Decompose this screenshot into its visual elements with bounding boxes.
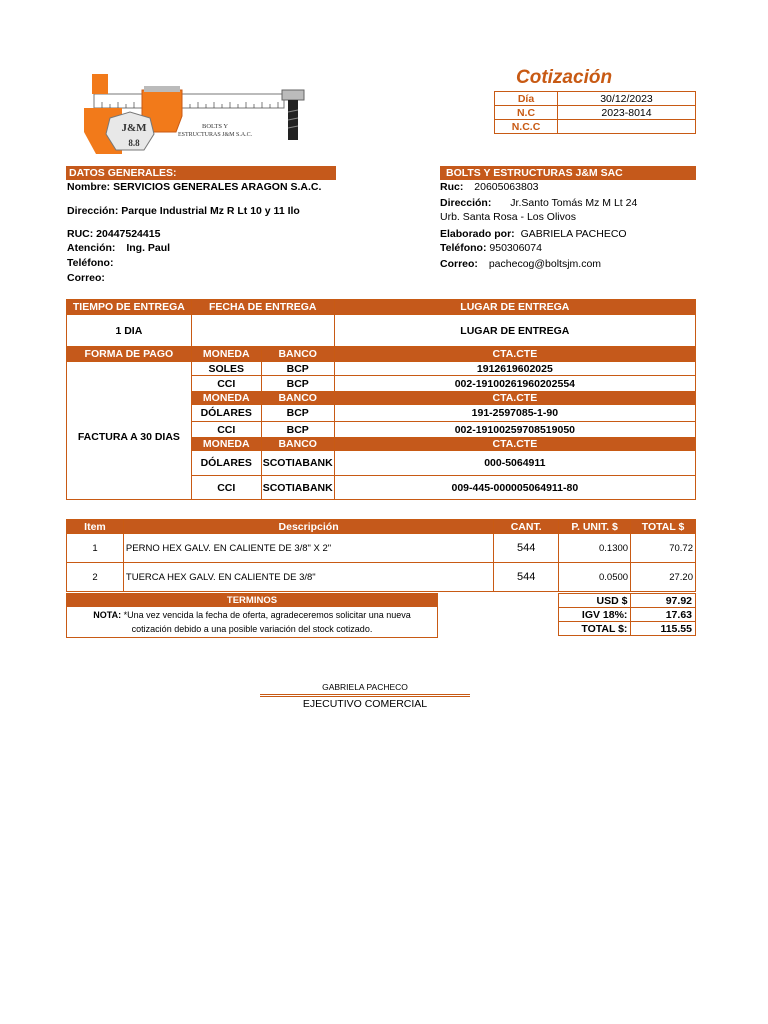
- tiempo-entrega-value: 1 DIA: [67, 315, 192, 347]
- company-telefono: [440, 242, 542, 254]
- client-atencion: [67, 242, 170, 254]
- cta-header: CTA.CTE: [334, 347, 695, 362]
- client-nombre-value: SERVICIOS GENERALES ARAGON S.A.C.: [113, 181, 322, 193]
- payment-banco: SCOTIABANK: [261, 476, 334, 500]
- payment-cta: 1912619602025: [334, 362, 695, 376]
- payment-banco: BCP: [261, 405, 334, 422]
- signature-role: EJECUTIVO COMERCIAL: [302, 698, 428, 710]
- company-direccion: [440, 197, 637, 209]
- company-section-header: BOLTS Y ESTRUCTURAS J&M SAC: [440, 166, 696, 180]
- desc-header: Descripción: [123, 520, 493, 534]
- logo-tagline-2: ESTRUCTURAS J&M S.A.C.: [178, 132, 253, 138]
- forma-pago-spacer: [67, 362, 192, 376]
- table-row: [67, 534, 696, 563]
- company-logo: [82, 72, 312, 154]
- payment-cta: 191-2597085-1-90: [334, 405, 695, 422]
- signature-line-2: [260, 696, 470, 697]
- client-direccion-label: Dirección:: [67, 205, 119, 217]
- payment-banco: BCP: [261, 376, 334, 392]
- banco-header: BANCO: [261, 347, 334, 362]
- company-correo-label: Correo:: [440, 258, 478, 270]
- total-header: TOTAL $: [631, 520, 696, 534]
- client-correo-label: Correo:: [67, 272, 105, 284]
- ncc-label: N.C.C: [495, 120, 558, 134]
- banco-header: BANCO: [261, 438, 334, 451]
- payment-banco: BCP: [261, 422, 334, 438]
- item-quantity: 544: [494, 563, 559, 592]
- fecha-entrega-header: FECHA DE ENTREGA: [191, 300, 334, 315]
- logo-tagline-1: BOLTS Y: [202, 123, 229, 130]
- client-ruc: [67, 228, 160, 240]
- document-title: Cotización: [516, 67, 613, 88]
- company-direccion-value: Jr.Santo Tomás Mz M Lt 24: [510, 197, 638, 209]
- nc-value: 2023-8014: [558, 106, 696, 120]
- unit-price-header: P. UNIT. $: [559, 520, 631, 534]
- client-telefono-label: Teléfono:: [67, 257, 114, 269]
- note-label: NOTA:: [93, 610, 122, 620]
- payment-cta: 009-445-000005064911-80: [334, 476, 695, 500]
- payment-moneda: DÓLARES: [191, 451, 261, 476]
- payment-banco: SCOTIABANK: [261, 451, 334, 476]
- item-description: TUERCA HEX GALV. EN CALIENTE DE 3/8": [123, 563, 493, 592]
- dia-value: 30/12/2023: [558, 92, 696, 106]
- lugar-entrega-value: LUGAR DE ENTREGA: [334, 315, 695, 347]
- forma-pago-header: FORMA DE PAGO: [67, 347, 192, 362]
- company-elaborado-value: GABRIELA PACHECO: [520, 228, 627, 240]
- client-nombre: [67, 181, 321, 193]
- totals-table: [558, 593, 696, 636]
- ncc-value: [558, 120, 696, 134]
- company-direccion-line2: Urb. Santa Rosa - Los Olivos: [440, 211, 576, 223]
- fecha-entrega-value: [191, 315, 334, 347]
- item-unit-price: 0.0500: [559, 563, 631, 592]
- payment-cta: 002-19100259708519050: [334, 422, 695, 438]
- client-ruc-label: RUC:: [67, 228, 94, 240]
- quote-meta-table: [494, 91, 696, 134]
- item-number: 2: [67, 563, 124, 592]
- item-number: 1: [67, 534, 124, 563]
- signature-line: [260, 694, 470, 695]
- company-correo-value: pachecog@boltsjm.com: [488, 258, 602, 270]
- usd-value: 97.92: [631, 594, 696, 608]
- client-nombre-label: Nombre:: [67, 181, 111, 193]
- client-direccion-value: Parque Industrial Mz R Lt 10 y 11 Ilo: [121, 205, 300, 217]
- payment-banco: BCP: [261, 362, 334, 376]
- nc-label: N.C: [495, 106, 558, 120]
- client-atencion-label: Atención:: [67, 242, 116, 254]
- item-quantity: 544: [494, 534, 559, 563]
- moneda-header: MONEDA: [191, 347, 261, 362]
- terms-note: [67, 607, 437, 637]
- cant-header: CANT.: [494, 520, 559, 534]
- payment-moneda: CCI: [191, 476, 261, 500]
- company-telefono-label: Teléfono:: [440, 242, 487, 254]
- terms-header: TERMINOS: [67, 594, 437, 607]
- igv-label: IGV 18%:: [559, 608, 631, 622]
- company-telefono-value: 950306074: [489, 242, 542, 254]
- item-total: 27.20: [631, 563, 696, 592]
- client-ruc-value: 20447524415: [96, 228, 161, 240]
- terms-box: [66, 593, 438, 638]
- payment-cta: 000-5064911: [334, 451, 695, 476]
- company-direccion-label: Dirección:: [440, 197, 492, 209]
- dia-label: Día: [495, 92, 558, 106]
- company-ruc-label: Ruc:: [440, 181, 464, 193]
- item-description: PERNO HEX GALV. EN CALIENTE DE 3/8" X 2": [123, 534, 493, 563]
- payment-moneda: CCI: [191, 422, 261, 438]
- item-total: 70.72: [631, 534, 696, 563]
- note-line-2: cotización debido a una posible variación del stock cotizado.: [131, 624, 373, 634]
- client-section-header: DATOS GENERALES:: [66, 166, 336, 180]
- company-elaborado: [440, 228, 627, 240]
- company-ruc-value: 20605063803: [474, 181, 539, 193]
- forma-pago-value: FACTURA A 30 DIAS: [67, 376, 192, 500]
- payment-moneda: SOLES: [191, 362, 261, 376]
- moneda-header: MONEDA: [191, 392, 261, 405]
- lugar-entrega-header: LUGAR DE ENTREGA: [334, 300, 695, 315]
- banco-header: BANCO: [261, 392, 334, 405]
- client-atencion-value: Ing. Paul: [126, 242, 171, 254]
- note-line-1: *Una vez vencida la fecha de oferta, agradeceremos solicitar una nueva: [123, 610, 411, 620]
- logo-monogram: J&M: [121, 122, 147, 134]
- cta-header: CTA.CTE: [334, 392, 695, 405]
- items-table: [66, 519, 696, 592]
- usd-label: USD $: [559, 594, 631, 608]
- company-correo: [440, 258, 601, 270]
- moneda-header: MONEDA: [191, 438, 261, 451]
- payment-cta: 002-19100261960202554: [334, 376, 695, 392]
- company-ruc: [440, 181, 539, 193]
- total-label: TOTAL $:: [559, 622, 631, 636]
- company-elaborado-label: Elaborado por:: [440, 228, 515, 240]
- total-value: 115.55: [631, 622, 696, 636]
- tiempo-entrega-header: TIEMPO DE ENTREGA: [67, 300, 192, 315]
- table-row: [67, 563, 696, 592]
- signature-name: GABRIELA PACHECO: [322, 682, 408, 692]
- delivery-payment-table: [66, 299, 696, 500]
- logo-grade: 8.8: [128, 138, 140, 148]
- payment-moneda: CCI: [191, 376, 261, 392]
- item-unit-price: 0.1300: [559, 534, 631, 563]
- igv-value: 17.63: [631, 608, 696, 622]
- payment-moneda: DÓLARES: [191, 405, 261, 422]
- cta-header: CTA.CTE: [334, 438, 695, 451]
- item-header: Item: [67, 520, 124, 534]
- client-direccion: [67, 205, 300, 217]
